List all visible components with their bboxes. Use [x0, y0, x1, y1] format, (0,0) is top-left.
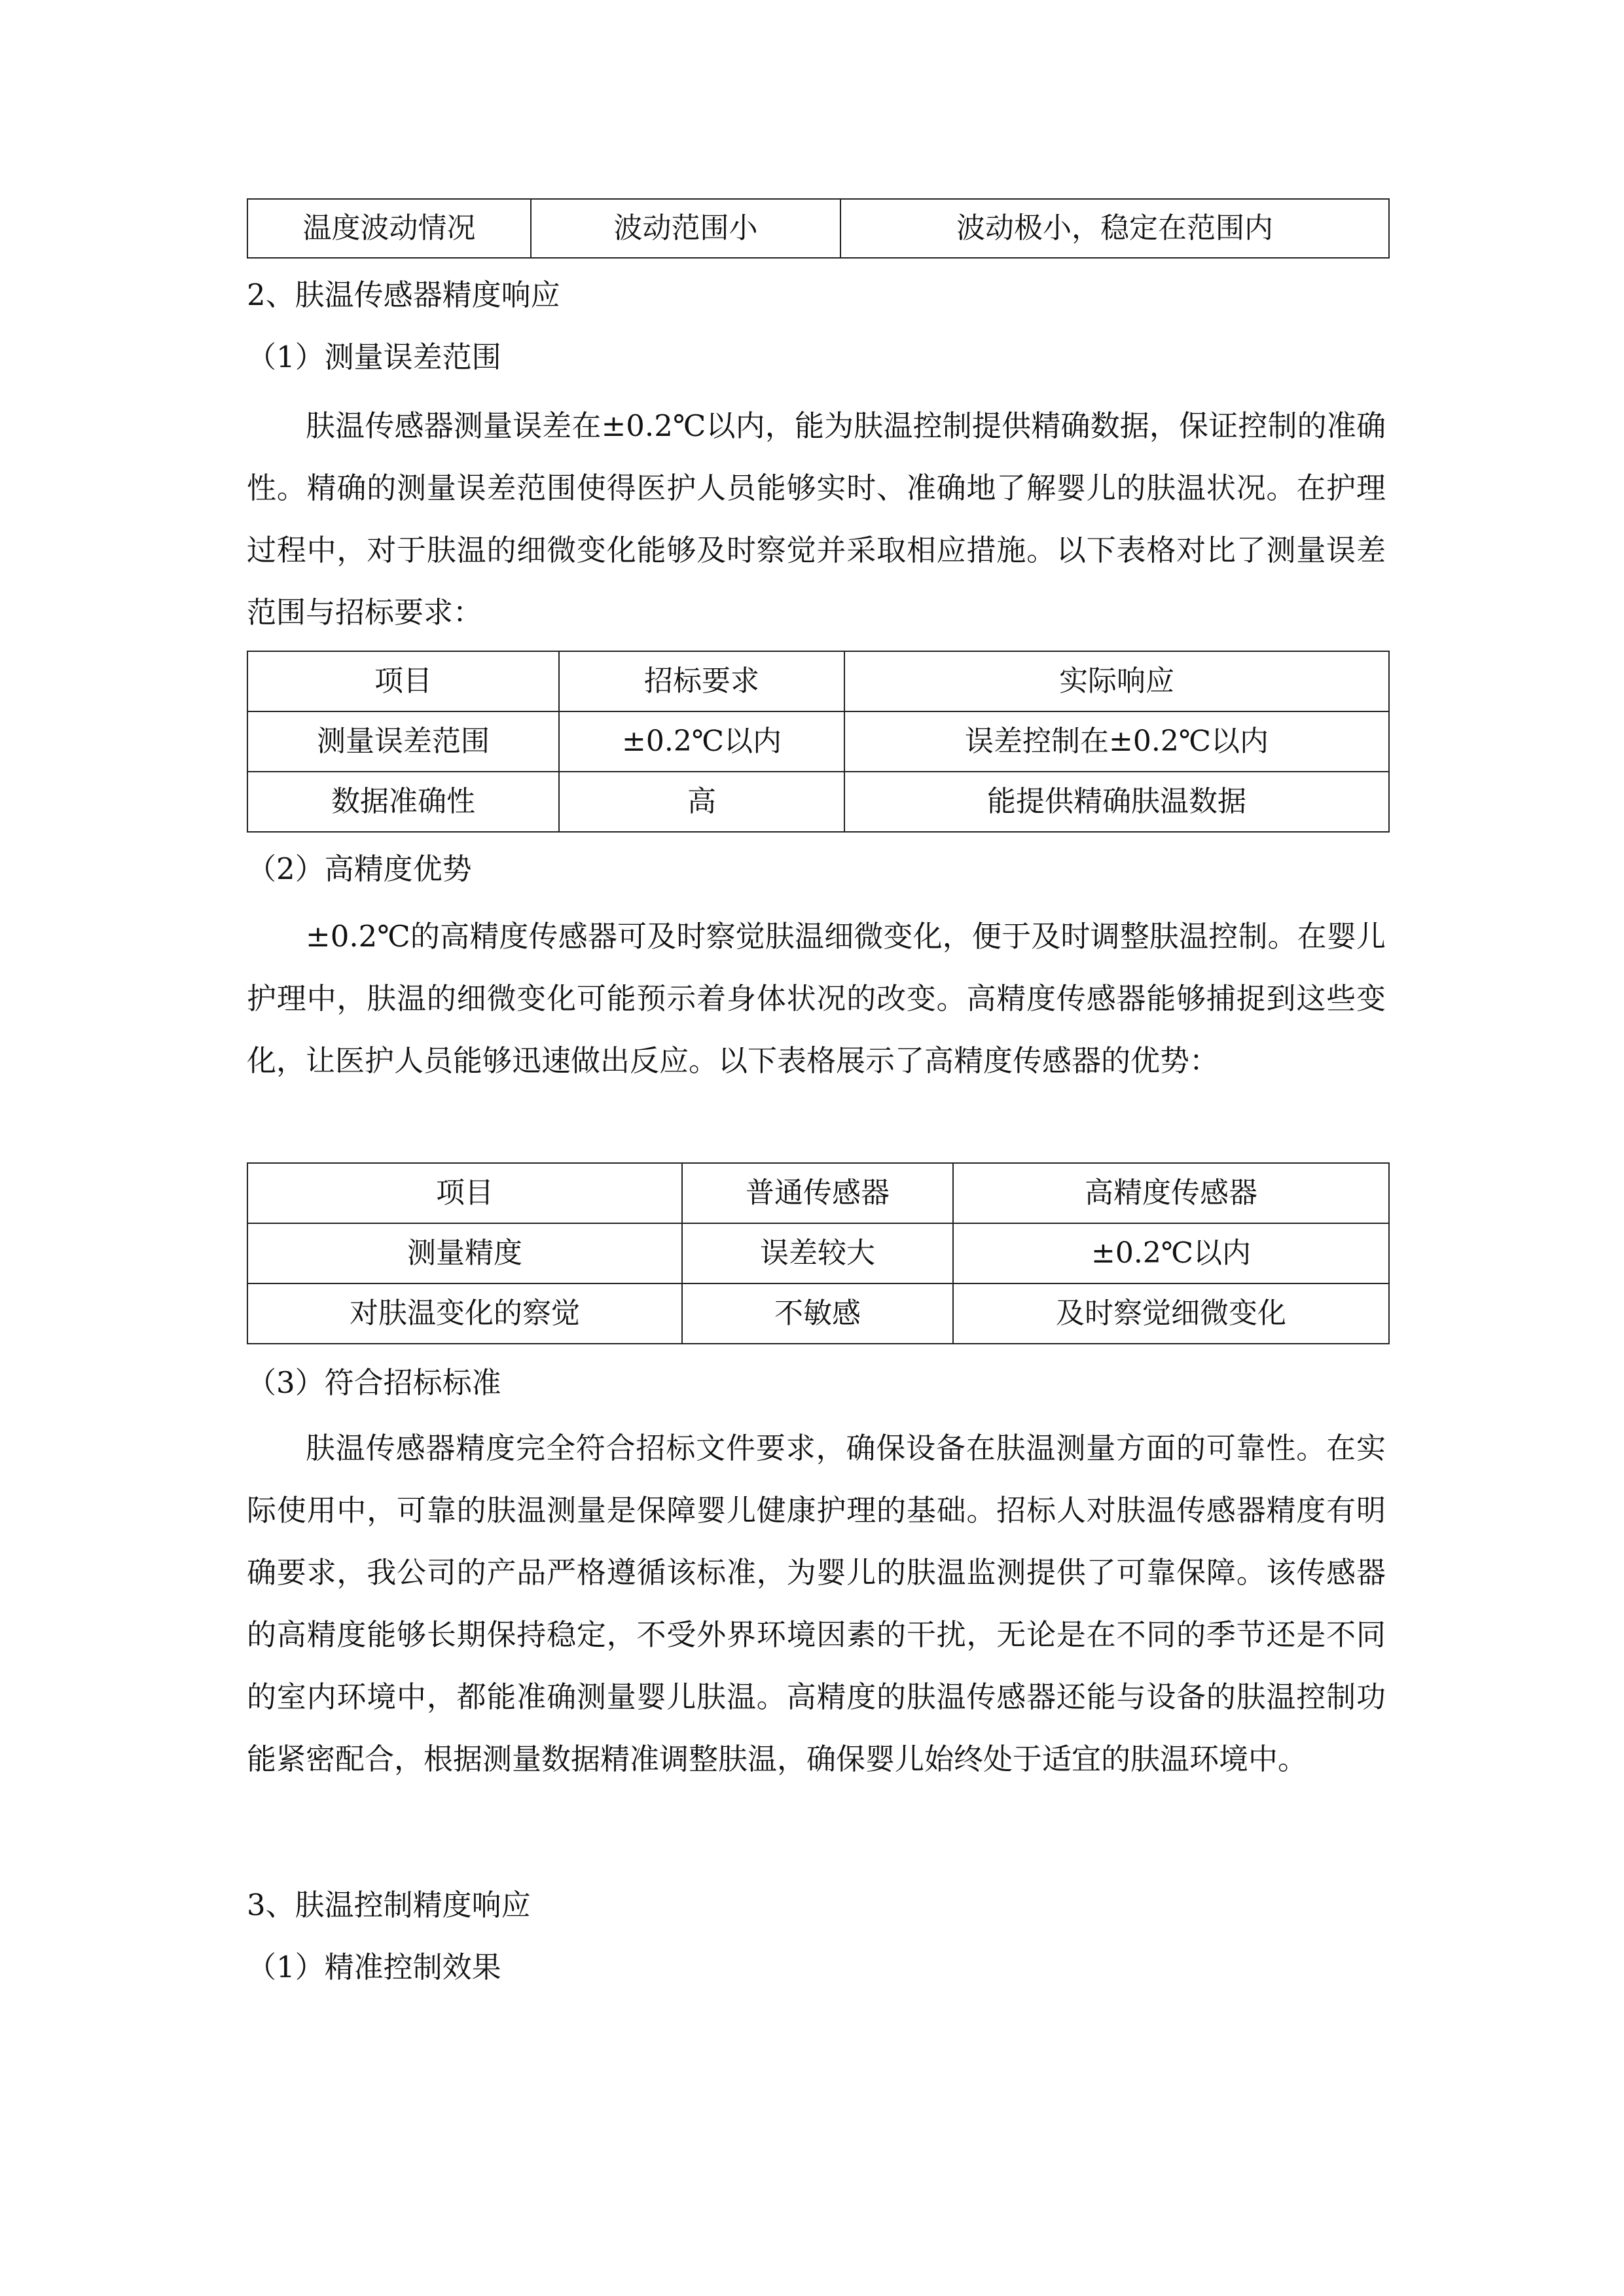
table-header-cell: 项目 — [247, 1163, 682, 1223]
table-cell: 及时察觉细微变化 — [953, 1283, 1389, 1344]
table-cell: 数据准确性 — [247, 772, 559, 832]
table-header-row — [247, 1163, 1389, 1223]
table-cell: ±0.2℃以内 — [953, 1223, 1389, 1283]
sensor-comparison-table — [247, 1162, 1390, 1344]
section-heading: 2、肤温传感器精度响应 — [247, 278, 560, 312]
table-cell: 能提供精确肤温数据 — [844, 772, 1389, 832]
table-cell: 高 — [559, 772, 844, 832]
table-cell: 不敏感 — [682, 1283, 953, 1344]
table-cell: 测量误差范围 — [247, 711, 559, 772]
paragraph: 肤温传感器测量误差在±0.2℃以内，能为肤温控制提供精确数据，保证控制的准确性。精确的测量误差范围使得医护人员能够实时、准确地了解婴儿的肤温状况。在护理过程中，对于肤温的细微变化能够及时察觉并采取相应措施。以下表格对比了测量误差范围与招标要求： — [247, 408, 1386, 630]
table-header-cell: 高精度传感器 — [953, 1163, 1389, 1223]
table-row — [247, 711, 1389, 772]
table-row — [247, 199, 1389, 258]
table-header-cell: 招标要求 — [559, 651, 844, 711]
temperature-fluctuation-table — [247, 198, 1390, 259]
table-header-row — [247, 651, 1389, 711]
subsection-heading: （3）符合招标标准 — [247, 1365, 501, 1400]
table-row — [247, 1223, 1389, 1283]
subsection-heading: （1）测量误差范围 — [247, 340, 501, 374]
table-row — [247, 772, 1389, 832]
table-cell: 对肤温变化的察觉 — [247, 1283, 682, 1344]
paragraph: 肤温传感器精度完全符合招标文件要求，确保设备在肤温测量方面的可靠性。在实际使用中，可靠的肤温测量是保障婴儿健康护理的基础。招标人对肤温传感器精度有明确要求，我公司的产品严格遵循该标准，为婴儿的肤温监测提供了可靠保障。该传感器的高精度能够长期保持稳定，不受外界环境因素的干扰，无论是在不同的季节还是不同的室内环境中，都能准确测量婴儿肤温。高精度的肤温传感器还能与设备的肤温控制功能紧密配合，根据测量数据精准调整肤温，确保婴儿始终处于适宜的肤温环境中。 — [247, 1431, 1386, 1776]
table-cell: ±0.2℃以内 — [559, 711, 844, 772]
table-cell: 温度波动情况 — [247, 199, 531, 258]
table-row — [247, 1283, 1389, 1344]
table-cell: 波动极小，稳定在范围内 — [840, 199, 1389, 258]
table-cell: 误差控制在±0.2℃以内 — [844, 711, 1389, 772]
subsection-heading: （1）精准控制效果 — [247, 1950, 501, 1984]
measurement-error-table — [247, 651, 1390, 833]
paragraph: ±0.2℃的高精度传感器可及时察觉肤温细微变化，便于及时调整肤温控制。在婴儿护理中，肤温的细微变化可能预示着身体状况的改变。高精度传感器能够捕捉到这些变化，让医护人员能够迅速做出反应。以下表格展示了高精度传感器的优势： — [247, 919, 1386, 1078]
table-cell: 误差较大 — [682, 1223, 953, 1283]
section-heading: 3、肤温控制精度响应 — [247, 1888, 531, 1922]
table-header-cell: 项目 — [247, 651, 559, 711]
subsection-heading: （2）高精度优势 — [247, 852, 472, 886]
table-cell: 波动范围小 — [531, 199, 840, 258]
table-header-cell: 实际响应 — [844, 651, 1389, 711]
table-cell: 测量精度 — [247, 1223, 682, 1283]
table-header-cell: 普通传感器 — [682, 1163, 953, 1223]
